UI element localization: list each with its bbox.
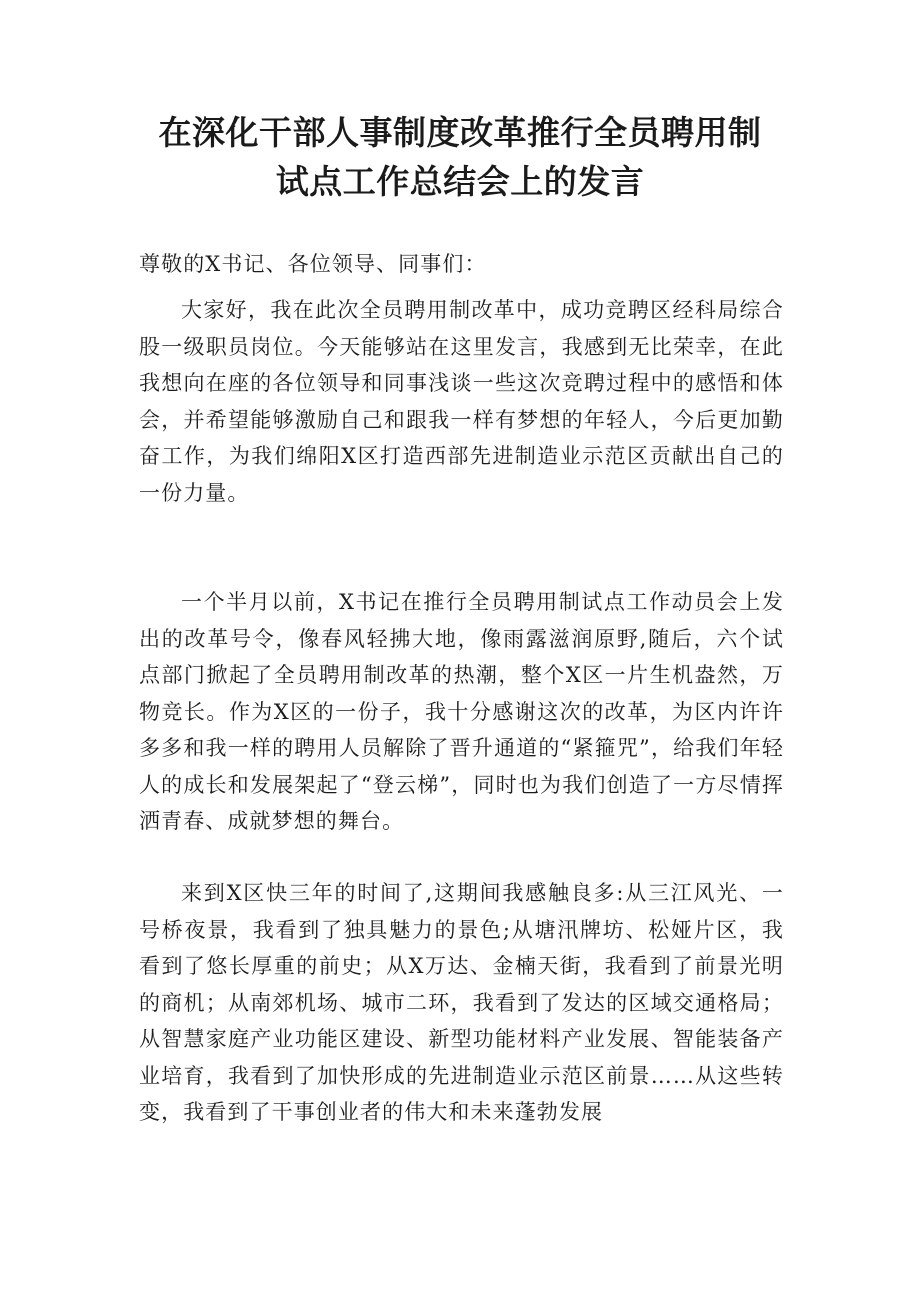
paragraph-3: 来到X区快三年的时间了,这期间我感触良多:从三江风光、一号桥夜景，我看到了独具魅力的景色;从塘汛牌坊、松娅片区，我看到了悠长厚重的前史；从X万达、金楠天街，我看到了前景光明的商机；从南郊机场、城市二环，我看到了发达的区域交通格局；从智慧家庭产业功能区建设、新型功能材料产业发展、智能装备产业培育，我看到了加快形成的先进制造业示范区前景……从这些转变，我看到了干事创业者的伟大和未来蓬勃发展 xyxy=(139,881,784,1124)
paragraph-2: 一个半月以前，X书记在推行全员聘用制试点工作动员会上发出的改革号令，像春风轻拂大地，像雨露滋润原野,随后，六个试点部门掀起了全员聘用制改革的热潮，整个X区一片生机盎然，万物竞长。作为X区的一份子，我十分感谢这次的改革，为区内许许多多和我一样的聘用人员解除了晋升通道的“紧箍咒”，给我们年轻人的成长和发展架起了“登云梯”，同时也为我们创造了一方尽情挥洒青春、成就梦想的舞台。 xyxy=(139,590,784,833)
paragraph-1: 大家好，我在此次全员聘用制改革中，成功竞聘区经科局综合股一级职员岗位。今天能够站在这里发言，我感到无比荣幸，在此我想向在座的各位领导和同事浅谈一些这次竞聘过程中的感悟和体会，并希望能够激励自己和跟我一样有梦想的年轻人，今后更加勤奋工作，为我们绵阳X区打造西部先进制造业示范区贡献出自己的一份力量。 xyxy=(139,298,784,505)
document-title-line-2: 试点工作总结会上的发言 xyxy=(275,162,645,201)
salutation: 尊敬的X书记、各位领导、同事们： xyxy=(139,252,487,276)
document-title-line-1: 在深化干部人事制度改革推行全员聘用制 xyxy=(158,113,762,152)
